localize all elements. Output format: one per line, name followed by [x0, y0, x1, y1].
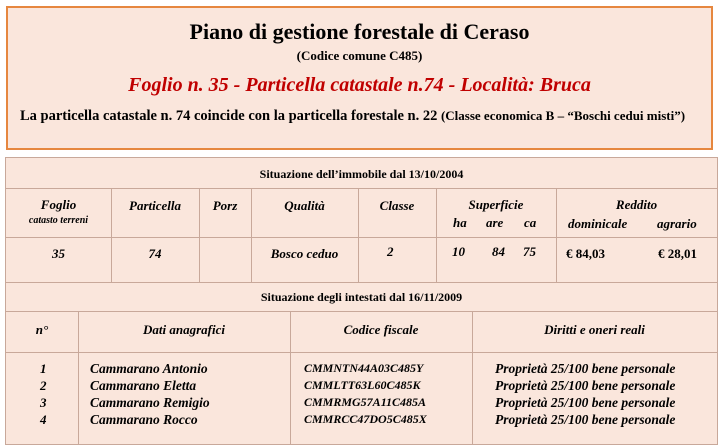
page-title: Piano di gestione forestale di Ceraso	[189, 19, 530, 44]
row-number: 3	[40, 395, 47, 410]
description	[20, 106, 699, 126]
col-porz: Porz	[212, 198, 238, 213]
row-particella: 74	[148, 246, 162, 261]
row-number: 4	[40, 412, 47, 427]
col-superficie-ha: ha	[453, 215, 467, 230]
col-numero: n°	[35, 322, 49, 337]
row-codice: CMMNTN44A03C485Y	[304, 361, 424, 375]
intestati-section-title: Situazione degli intestati dal 16/11/2009	[260, 290, 463, 304]
row-dominicale: € 84,03	[566, 246, 605, 261]
col-foglio: Foglio	[40, 197, 77, 212]
row-classe: 2	[387, 244, 394, 259]
col-diritti: Diritti e oneri reali	[544, 322, 645, 337]
row-foglio: 35	[52, 246, 65, 261]
col-reddito-dominicale: dominicale	[568, 216, 628, 231]
col-foglio-sub: catasto terreni	[28, 215, 89, 226]
row-agrario: € 28,01	[658, 246, 697, 261]
col-superficie-ca: ca	[524, 215, 537, 230]
page-subtitle: (Codice comune C485)	[296, 48, 423, 63]
row-name: Cammarano Remigio	[90, 395, 210, 410]
row-ca: 75	[523, 244, 536, 259]
col-reddito: Reddito	[615, 197, 658, 212]
col-reddito-agrario: agrario	[657, 216, 697, 231]
cadastral-table	[5, 157, 718, 445]
row-codice: CMMRMG57A11C485A	[304, 395, 427, 409]
header-box	[6, 6, 713, 150]
col-codice-fiscale: Codice fiscale	[343, 322, 419, 337]
row-number: 2	[40, 378, 47, 393]
col-classe: Classe	[379, 198, 415, 213]
row-diritti: Proprietà 25/100 bene personale	[495, 361, 676, 376]
row-are: 84	[492, 244, 505, 259]
row-ha: 10	[452, 244, 465, 259]
row-codice: CMMRCC47DO5C485X	[304, 412, 427, 426]
row-number: 1	[40, 361, 47, 376]
row-codice: CMMLTT63L60C485K	[304, 378, 421, 392]
row-diritti: Proprietà 25/100 bene personale	[495, 412, 676, 427]
col-dati-anagrafici: Dati anagrafici	[143, 322, 225, 337]
row-name: Cammarano Rocco	[90, 412, 198, 427]
col-superficie-are: are	[486, 215, 504, 230]
col-particella: Particella	[129, 198, 181, 213]
description-class: (Classe economica B – “Boschi cedui misti”)	[440, 108, 686, 123]
col-qualita: Qualità	[284, 198, 325, 213]
foglio-heading: Foglio n. 35 - Particella catastale n.74 - Località: Bruca	[128, 74, 591, 96]
row-qualita: Bosco ceduo	[270, 246, 339, 261]
row-name: Cammarano Eletta	[90, 378, 197, 393]
col-superficie: Superficie	[468, 197, 524, 212]
row-diritti: Proprietà 25/100 bene personale	[495, 378, 676, 393]
row-diritti: Proprietà 25/100 bene personale	[495, 395, 676, 410]
row-name: Cammarano Antonio	[90, 361, 208, 376]
immobile-section-title: Situazione dell’immobile dal 13/10/2004	[259, 167, 464, 181]
description-main: La particella catastale n. 74 coincide con la particella forestale n. 22	[20, 108, 441, 124]
